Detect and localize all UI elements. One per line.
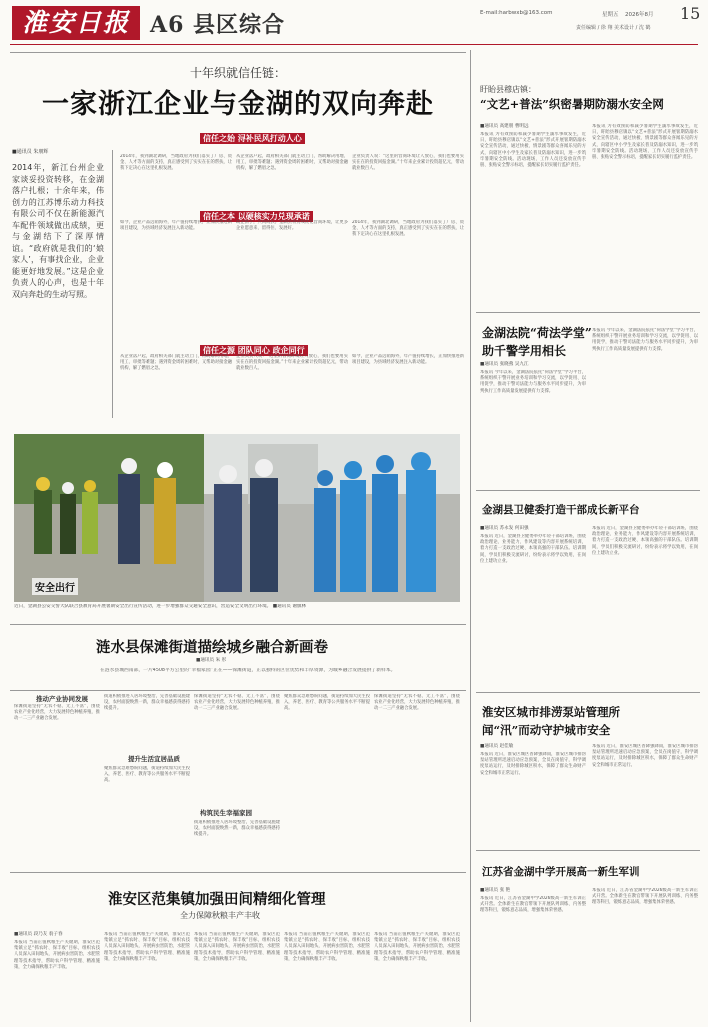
bottom-body-5: 本报讯 当前正值秋粮生产关键期，淮安区范集镇立足“抓农时、保丰收”目标，组织农技人员深入田间地头，开展病虫害防治、水肥管理等技术指导，帮助农户科学管理、精准施策，全力确保秋粮丰产丰收。: [374, 932, 460, 962]
lead-col-rule: [112, 150, 113, 418]
header-weekday: 星期五: [602, 12, 619, 18]
right4-body-a: 本报讯 近日，淮安区城区普降强降雨，淮安区城市排涝泵站管理所迅速启动应急预案，全员在岗值守，科学调度泵站运行，及时排除城区积水，保障了群众生命财产安全和城市正常运行。: [480, 752, 586, 776]
lead-body-1: 2014年，我到湖北调研，当地政府为我们落实了厂房、资金、人才等方面的支持，真正感受到了实实在在的帮扶，让我下定决心在这里扎根发展。: [120, 154, 232, 172]
lead-body-2: 从企业落户起，政府相关部门就主动上门，帮助解决用地、用工、审批等难题；遇到资金周转困难时，又帮助对接金融机构，解了燃眉之急。: [236, 154, 348, 172]
lead-subhead-3: [200, 338, 308, 355]
bottom-body-3: 本报讯 当前正值秋粮生产关键期，淮安区范集镇立足“抓农时、保丰收”目标，组织农技人员深入田间地头，开展病虫害防治、水肥管理等技术指导，帮助农户科学管理、精准施策，全力确保秋粮丰产丰收。: [194, 932, 280, 962]
header-email: E-mail:harbwxb@163.com: [480, 10, 553, 16]
right3-body-b: 本报讯 近日，金湖县卫健委举办年轻干部培训班，围绕政治理论、业务能力、作风建设等内容开展系统培训，着力打造一支政治过硬、本领高强的干部队伍。培训期间，学员们积极交流研讨，纷纷表示将学以致用，在岗位上建功立业。: [592, 526, 698, 556]
lead-body-3: 企业负责人说：“这里的营商环境让人放心，我们也要用实实在在的投资回报金湖。”十年来企业累计投资超亿元，带动就业数百人。: [352, 154, 464, 172]
right-rule-2: [476, 490, 700, 491]
header-day: 15: [680, 4, 701, 23]
section-title: A6 县区综合: [150, 12, 286, 38]
mid-body-6: 聚焦群众急难愁盼问题，街道持续加大民生投入，养老、医疗、教育等公共服务水平不断提高。: [284, 694, 370, 712]
mid-subhead-2: 提升生活宜居品质: [128, 755, 180, 763]
right2-headline-2: 助千警学用相长: [482, 344, 567, 358]
lead-body-8: 企业负责人说：“这里的营商环境让人放心，我们也要用实实在在的投资回报金湖。”十年来企业累计投资超亿元，带动就业数百人。: [236, 354, 348, 372]
lead-intro: 2014年，新江台州企业家谈妥投资转移，在金湖落户扎根；十余年来，伟创力的江苏博乐动力科技有限公司不仅在新能源汽车配件领域做出成绩，更与金湖结下了深厚情谊。“政府就是我们的‘娘家人’，有事找企业，企业能更好地发展。”这是企业负责人的心声，也是十年双向奔赴的生动写照。: [12, 163, 104, 299]
mid-body-2: 街道积极推进人居环境整治，完善基础设施建设，农村面貌焕然一新，群众幸福感获得感持续提升。: [104, 694, 190, 712]
right5-byline: ■通讯员 张 艳: [480, 888, 511, 893]
lead-byline: ■通讯员 朱朋辉: [12, 149, 49, 155]
left-rule-2: [10, 872, 466, 873]
mid-subhead-1: 推动产业协同发展: [36, 695, 88, 703]
photo-caption: [14, 604, 460, 618]
right1-headline: “文艺+普法”织密暑期防溺水安全网: [480, 97, 664, 111]
newspaper-logo: 淮安日报: [12, 6, 140, 40]
right-rule-4: [476, 850, 700, 851]
right5-headline: 江苏省金湖中学开展高一新生军训: [482, 866, 640, 878]
right2-headline-1: 金湖法院“荷法学堂”: [482, 326, 592, 340]
subhead-tag: 信任之始 浔补民风打动人心: [200, 133, 305, 144]
lead-article: [10, 58, 466, 430]
left-rule-0: [10, 52, 466, 53]
bottom-body-4: 本报讯 当前正值秋粮生产关键期，淮安区范集镇立足“抓农时、保丰收”目标，组织农技人员深入田间地头，开展病虫害防治、水肥管理等技术指导，帮助农户科学管理、精准施策，全力确保秋粮丰产丰收。: [284, 932, 370, 962]
bottom-body-2: 本报讯 当前正值秋粮生产关键期，淮安区范集镇立足“抓农时、保丰收”目标，组织农技人员深入田间地头，开展病虫害防治、水肥管理等技术指导，帮助农户科学管理、精准施策，全力确保秋粮丰产丰收。: [104, 932, 190, 962]
header-editor: 责任编辑 / 徐 翔 美术设计 / 沈 鹤: [576, 25, 651, 31]
photo-illustration: [14, 434, 460, 602]
lead-subhead-2: [200, 204, 313, 221]
bottom-headline: 淮安区范集镇加强田间精细化管理: [108, 891, 326, 908]
masthead-rule: [10, 44, 698, 45]
lead-body-4: 如今，企业产品远销海外，年产值持续增长，正加快推进新项目建设，为县域经济发展注入新动能。: [120, 220, 232, 232]
right5-body-b: 本报讯 近日，江苏省金湖中学2026级高一新生军训正式开营。全体新生在教官带领下开展队列训练、内务整理等科目，锻炼意志品质，增强集体荣誉感。: [592, 888, 698, 906]
right5-body-a: 本报讯 近日，江苏省金湖中学2026级高一新生军训正式开营。全体新生在教官带领下开展队列训练、内务整理等科目，锻炼意志品质，增强集体荣誉感。: [480, 896, 586, 914]
right-rule-3: [476, 692, 700, 693]
mid-body-3: 聚焦群众急难愁盼问题，街道持续加大民生投入，养老、医疗、教育等公共服务水平不断提高。: [104, 766, 190, 784]
right2-byline: ■通讯员 张晓燕 吴九江: [480, 362, 529, 367]
right1-byline: ■通讯员 高建朋 曹明远: [480, 124, 529, 129]
mid-intro-rule: [10, 690, 466, 691]
lead-headline: 一家浙江企业与金湖的双向奔赴: [42, 89, 434, 120]
safety-photo: [14, 434, 460, 602]
lead-body-5: 政企携手，共同成长。金湖县将持续优化营商环境，让更多企业愿意来、留得住、发展好。: [236, 220, 348, 232]
right1-body-a: 本报讯 为有效预防和减少暑期学生溺水事故发生，近日，盱眙县穆店镇以“文艺+普法”形式开展暑期防溺水安全宣传活动，通过快板、情景剧等群众喜闻乐见的方式，向辖区中小学生及家长普及防溺水知识，进一步筑牢暑期安全防线。活动现场，工作人员还发放宣传手册、张贴安全警示标语，提醒家长切实履行监护责任。: [480, 132, 586, 169]
right3-body-a: 本报讯 近日，金湖县卫健委举办年轻干部培训班，围绕政治理论、业务能力、作风建设等内容开展系统培训，着力打造一支政治过硬、本领高强的干部队伍。培训期间，学员们积极交流研讨，纷纷表示将学以致用，在岗位上建功立业。: [480, 534, 586, 564]
lead-body-6: 2014年，我到湖北调研，当地政府为我们落实了厂房、资金、人才等方面的支持，真正感受到了实实在在的帮扶，让我下定决心在这里扎根发展。: [352, 220, 464, 238]
bottom-subtitle: 全力保障秋粮丰产丰收: [180, 911, 260, 920]
masthead: [0, 0, 708, 46]
bottom-byline: ■通讯员 段乃友 翁子春: [14, 932, 63, 937]
right4-headline-2: 闻“汛”而动守护城市安全: [482, 723, 611, 737]
right3-byline: ■通讯员 苏永发 何田强: [480, 526, 529, 531]
right1-kicker: 盱眙县穆店镇：: [480, 85, 536, 94]
right4-body-b: 本报讯 近日，淮安区城区普降强降雨，淮安区城市排涝泵站管理所迅速启动应急预案，全员在岗值守，科学调度泵站运行，及时排除城区积水，保障了群众生命财产安全和城市正常运行。: [592, 744, 698, 768]
lead-kicker: 十年织就信任链：: [189, 66, 286, 80]
photo-caption-text: 近日，金湖县公安交警大队联合县教育局开展暑期安全出行宣传活动，进一步增强群众交通安全意识，营造安全文明出行环境。: [14, 604, 272, 609]
subhead-tag: 信任之本 以硬核实力兑现承诺: [200, 211, 313, 222]
subhead-tag: 信任之源 团队同心 政企同行: [200, 345, 308, 356]
right-col-divider: [470, 50, 471, 1022]
mid-body-5: 街道积极推进人居环境整治，完善基础设施建设，农村面貌焕然一新，群众幸福感获得感持续提升。: [194, 820, 280, 838]
right4-byline: ■通讯员 赵佳敏: [480, 744, 514, 749]
photo-label: 安全出行: [32, 578, 78, 595]
header-date: 2026年8月: [625, 12, 654, 18]
bottom-body-1: 本报讯 当前正值秋粮生产关键期，淮安区范集镇立足“抓农时、保丰收”目标，组织农技人员深入田间地头，开展病虫害防治、水肥管理等技术指导，帮助农户科学管理、精准施策，全力确保秋粮丰产丰收。: [14, 940, 100, 970]
right-rule-1: [476, 312, 700, 313]
mid-body-4: 保滩街道坚持“无农不稳、无工不富”，围绕农业产业化经营，大力发展特色种植养殖，推动一二三产业融合发展。: [194, 694, 280, 712]
mid-headline: 涟水县保滩街道描绘城乡融合新画卷: [96, 639, 328, 656]
right2-body-b: 本报讯 今年以来，金湖法院依托“荷法学堂”学习平台，系统组织干警开展业务培训和学习交流，以学促用、以用促学，推动干警司法能力与服务水平同步提升，为审判执行工作高质量发展提供有力支撑。: [592, 328, 698, 352]
lead-subhead-1: [200, 126, 305, 143]
mid-body-1: 保滩街道坚持“无农不稳、无工不富”，围绕农业产业化经营，大力发展特色种植养殖，推动一二三产业融合发展。: [14, 704, 100, 722]
mid-byline: ■通讯员 朱 彤: [196, 658, 227, 663]
lead-body-7: 从企业落户起，政府相关部门就主动上门，帮助解决用地、用工、审批等难题；遇到资金周转困难时，又帮助对接金融机构，解了燃眉之急。: [120, 354, 232, 372]
left-rule-1: [10, 624, 466, 625]
mid-body-7: 保滩街道坚持“无农不稳、无工不富”，围绕农业产业化经营，大力发展特色种植养殖，推动一二三产业融合发展。: [374, 694, 460, 712]
mid-intro: 在涟水县城西南部，一片4508平方公里的“幸福家园”正在——保滩街道，正以独特的区位优势和丰厚资源，为城乡融合发展提供了新样本。: [100, 668, 396, 673]
mid-subhead-3: 构筑民生幸福家园: [200, 809, 252, 817]
right2-body-a: 本报讯 今年以来，金湖法院依托“荷法学堂”学习平台，系统组织干警开展业务培训和学习交流，以学促用、以用促学，推动干警司法能力与服务水平同步提升，为审判执行工作高质量发展提供有力支撑。: [480, 370, 586, 394]
right3-headline: 金湖县卫健委打造干部成长新平台: [482, 504, 640, 516]
photo-credit: ■通讯员 谢旗林: [272, 604, 307, 609]
right4-headline-1: 淮安区城市排涝泵站管理所: [482, 705, 620, 719]
right1-body-b: 本报讯 为有效预防和减少暑期学生溺水事故发生，近日，盱眙县穆店镇以“文艺+普法”形式开展暑期防溺水安全宣传活动，通过快板、情景剧等群众喜闻乐见的方式，向辖区中小学生及家长普及防溺水知识，进一步筑牢暑期安全防线。活动现场，工作人员还发放宣传手册、张贴安全警示标语，提醒家长切实履行监护责任。: [592, 124, 698, 161]
lead-body-9: 如今，企业产品远销海外，年产值持续增长，正加快推进新项目建设，为县域经济发展注入新动能。: [352, 354, 464, 366]
